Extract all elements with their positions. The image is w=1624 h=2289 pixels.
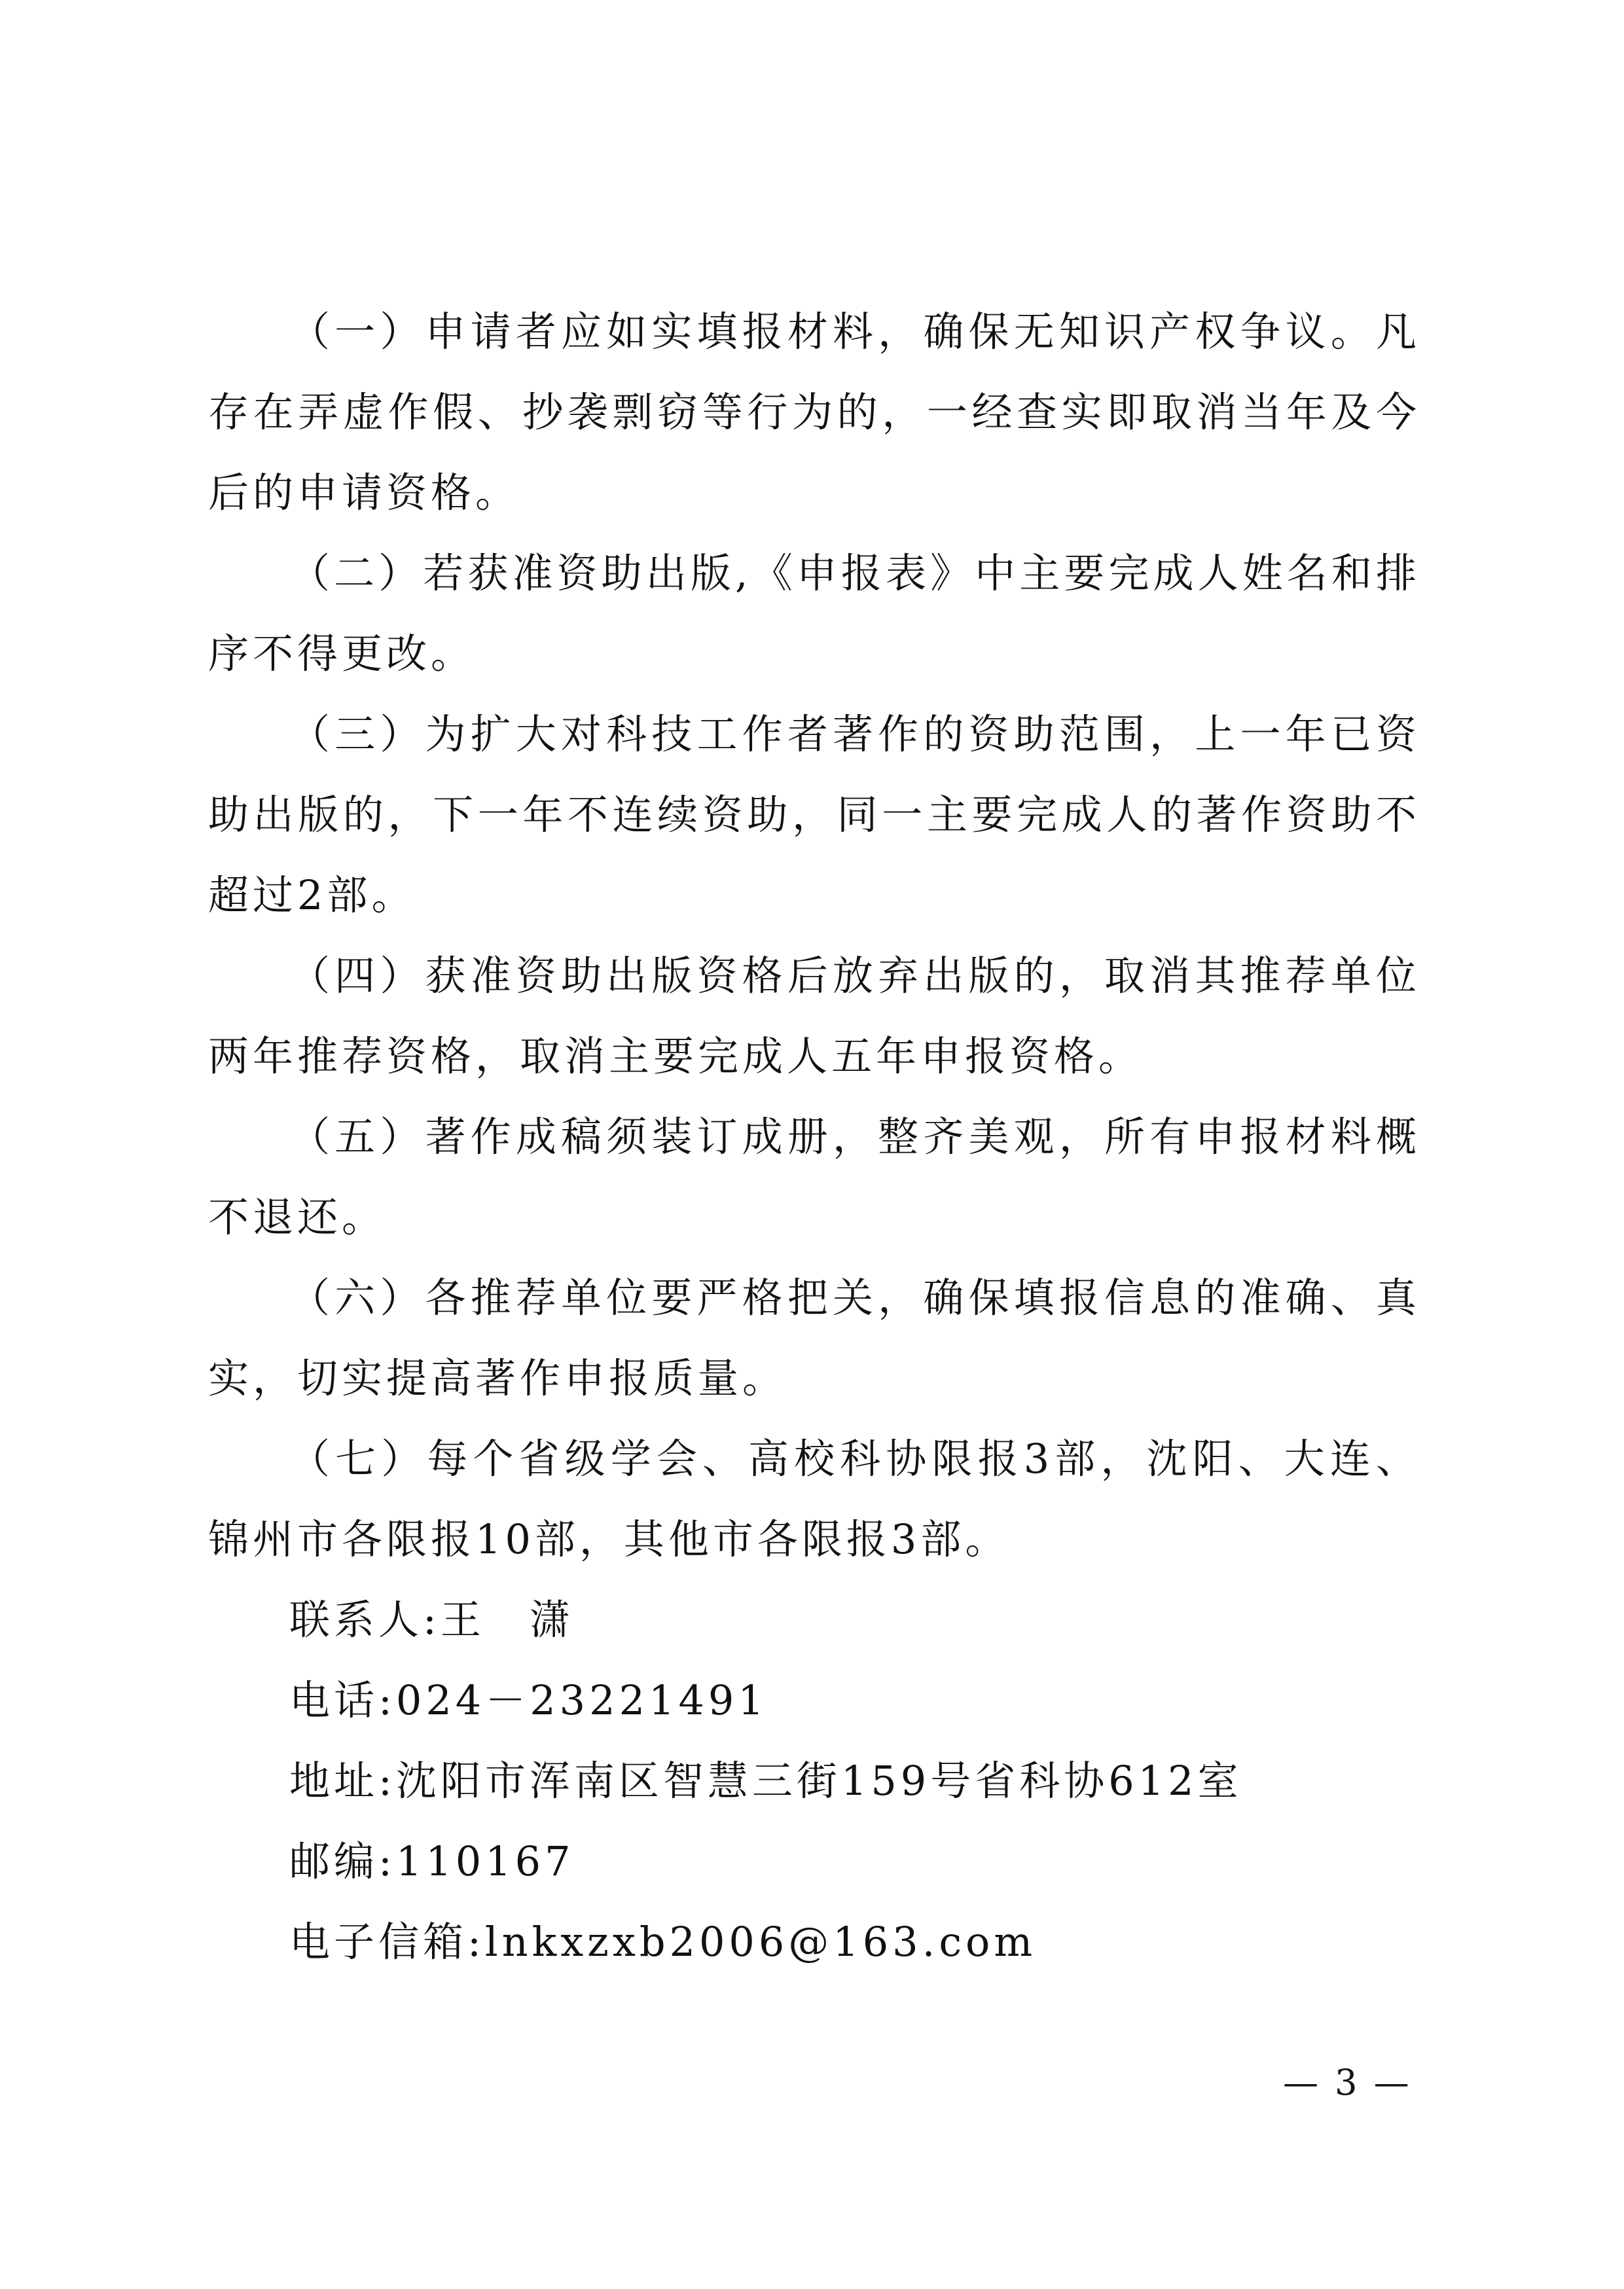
contact-address: 地址:沈阳市浑南区智慧三街159号省科协612室	[289, 1757, 1242, 1805]
page-number: — 3 —	[1283, 2062, 1412, 2103]
clause-2: （二）若获准资助出版,《申报表》中主要完成人姓名和排序不得更改。	[208, 549, 1420, 677]
clause-5: （五）著作成稿须装订成册，整齐美观，所有申报材料概不退还。	[208, 1113, 1420, 1241]
clause-3: （三）为扩大对科技工作者著作的资助范围，上一年已资助出版的，下一年不连续资助，同一主要完成人的著作资助不超过2部。	[208, 710, 1420, 919]
clause-6: （六）各推荐单位要严格把关，确保填报信息的准确、真实，切实提高著作申报质量。	[208, 1274, 1420, 1402]
document-body	[208, 291, 1420, 1982]
contact-email: 电子信箱:lnkxzxb2006@163.com	[289, 1918, 1037, 1966]
clause-7: （七）每个省级学会、高校科协限报3部，沈阳、大连、锦州市各限报10部，其他市各限报3部。	[208, 1435, 1420, 1563]
contact-person: 联系人:王 潇	[289, 1596, 574, 1644]
contact-postcode: 邮编:110167	[289, 1837, 575, 1885]
clause-4: （四）获准资助出版资格后放弃出版的，取消其推荐单位两年推荐资格，取消主要完成人五年申报资格。	[208, 952, 1420, 1080]
contact-phone: 电话:024－23221491	[289, 1676, 768, 1724]
clause-1: （一）申请者应如实填报材料，确保无知识产权争议。凡存在弄虚作假、抄袭剽窃等行为的，一经查实即取消当年及今后的申请资格。	[208, 308, 1420, 516]
